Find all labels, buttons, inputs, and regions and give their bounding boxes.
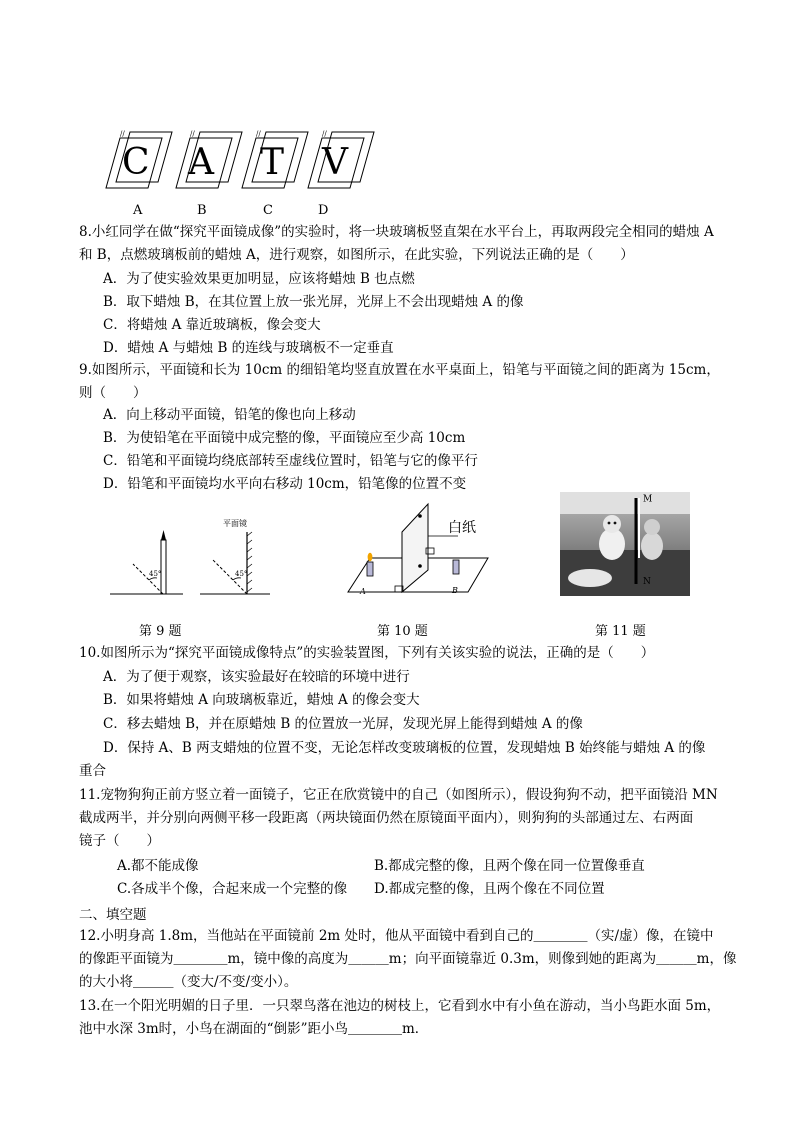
q13-line1: 13.在一个阳光明媚的日子里．一只翠鸟落在池边的树枝上，它看到水中有小鱼在游动，当小鸟距水面 5m， [79,998,721,1014]
svg-text://: // [322,130,327,138]
section-fill-in-heading: 二、填空题 [79,907,147,923]
caption-fig11: 第 11 题 [595,624,646,639]
pencil-icon [161,530,166,594]
fig9-angle-right: 45° [235,570,248,578]
q10-option-b: B．如果将蜡烛 A 向玻璃板靠近，蜡烛 A 的像会变大 [103,692,420,708]
fig9-diagram [105,510,275,600]
q11-option-d: D.都成完整的像，且两个像在不同位置 [374,881,605,897]
q9-option-b: B．为使铅笔在平面镜中成完整的像，平面镜应至少高 10cm [103,430,466,446]
q7-label-b: B [197,203,207,218]
q7-letter-1: C [122,142,150,183]
q9-stem-line2: 则（ ） [79,385,147,401]
fig9-angle-left: 45° [149,570,162,578]
q8-option-d: D．蜡烛 A 与蜡烛 B 的连线与玻璃板不一定垂直 [103,340,394,356]
q10-option-c: C．移去蜡烛 B，并在原蜡烛 B 的位置放一光屏，发现光屏上能得到蜡烛 A 的像 [103,716,583,732]
fig10-diagram [340,496,490,604]
q10-option-d-cont: 重合 [79,763,106,779]
q8-option-a: A．为了使实验效果更加明显，应该将蜡烛 B 也点燃 [103,271,415,287]
q7-label-c: C [263,203,273,218]
q12-line1: 12.小明身高 1.8m，当他站在平面镜前 2m 处时，他从平面镜中看到自己的＿＿＿＿（实/虚）像，在镜中 [79,928,714,944]
q7-letter-2: A [188,142,214,183]
q7-pane-d [308,130,374,188]
q8-stem-line2: 和 B，点燃玻璃板前的蜡烛 A，进行观察，如图所示，在此实验，下列说法正确的是（ ） [79,247,634,263]
caption-fig10: 第 10 题 [377,624,428,639]
caption-fig9: 第 9 题 [139,624,182,639]
q11-option-a: A.都不能成像 [117,858,199,874]
q8-stem-line1: 8.小红同学在做“探究平面镜成像”的实验时，将一块玻璃板竖直架在水平台上，再取两段完全相同的蜡烛 A [79,224,714,240]
q7-letter-3: T [260,142,285,183]
q7-letter-figure [100,120,390,220]
fig10-label-b: B [452,586,458,595]
q11-stem-line3: 镜子（ ） [79,833,160,849]
q7-pane-c [242,130,308,188]
fig11-label-n: N [643,577,651,587]
candle-a-icon [367,553,373,576]
q11-stem-line1: 11.宠物狗狗正前方竖立着一面镜子，它正在欣赏镜中的自己（如图所示），假设狗狗不动，把平面镜沿 MN [79,787,718,803]
q13-line2: 池中水深 3m时，小鸟在湖面的“倒影”距小鸟＿＿＿＿m． [79,1021,429,1037]
mirror-icon [247,532,252,594]
fig9-mirror-label: 平面镜 [223,519,247,528]
svg-text://: // [190,130,195,138]
q11-stem-line2: 截成两半，并分别向两侧平移一段距离（两块镜面仍然在原镜面平面内），则狗狗的头部通过左、右两面 [79,810,694,826]
q7-label-d: D [318,203,329,218]
fig11-label-m: M [643,494,653,505]
q7-label-a: A [133,203,143,218]
q12-line3: 的大小将＿＿＿（变大/不变/变小）。 [79,974,298,990]
q9-option-c: C．铅笔和平面镜均绕底部转至虚线位置时，铅笔与它的像平行 [103,453,478,469]
candle-b-icon [453,560,459,574]
q11-option-b: B.都成完整的像，且两个像在同一位置像垂直 [374,858,645,874]
q7-letter-4: V [322,142,348,183]
q10-option-a: A．为了便于观察，该实验最好在较暗的环境中进行 [103,669,410,685]
q7-pane-b [176,130,242,188]
fig10-label-a: A [360,587,366,596]
fig10-paper-label: 白纸 [448,520,476,536]
q7-pane-a [106,130,172,188]
svg-text://: // [256,130,261,138]
q10-option-d: D．保持 A、B 两支蜡烛的位置不变，无论怎样改变玻璃板的位置，发现蜡烛 B 始终能与蜡烛 A 的像 [103,740,706,756]
q9-option-a: A．向上移动平面镜，铅笔的像也向上移动 [103,407,356,423]
q9-option-d: D．铅笔和平面镜均水平向右移动 10cm，铅笔像的位置不变 [103,476,467,492]
dog-reflection-icon [641,519,663,560]
q8-option-c: C．将蜡烛 A 靠近玻璃板，像会变大 [103,317,321,333]
q8-option-b: B．取下蜡烛 B，在其位置上放一张光屏，光屏上不会出现蜡烛 A 的像 [103,294,524,310]
fig11-photo [560,492,690,596]
q11-option-c: C.各成半个像，合起来成一个完整的像 [117,881,348,897]
svg-text://: // [120,130,125,138]
q10-stem: 10.如图所示为“探究平面镜成像特点”的实验装置图，下列有关该实验的说法，正确的是（ ） [79,645,655,661]
q9-stem-line1: 9.如图所示，平面镜和长为 10cm 的细铅笔均竖直放置在水平桌面上，铅笔与平面镜之间的距离为 15cm， [79,362,720,378]
q12-line2: 的像距平面镜为＿＿＿＿m，镜中像的高度为＿＿＿m；向平面镜靠近 0.3m，则像到她的距离为＿＿＿m，像 [79,951,737,967]
